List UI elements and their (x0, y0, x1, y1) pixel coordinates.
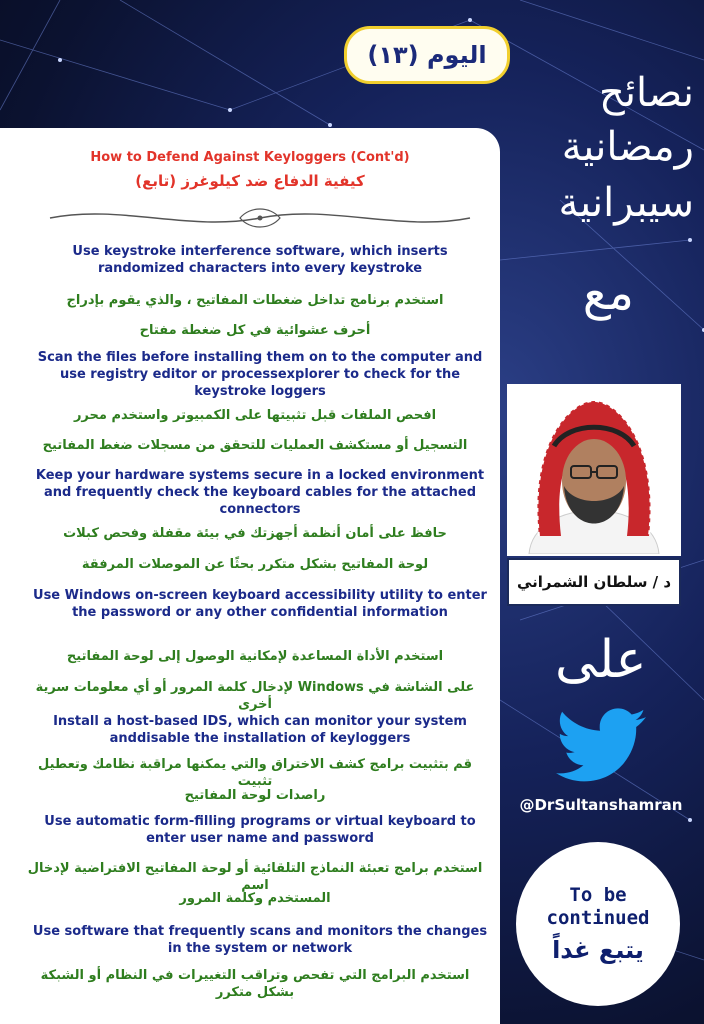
tip-3-arabic-line1: حافظ على أمان أنظمة أجهزتك في بيئة مقفلة وفحص كبلات (63, 526, 447, 541)
page-title-english: How to Defend Against Keyloggers (Cont'd) (90, 150, 410, 165)
author-name-box (507, 558, 681, 606)
sidebar-title-line3: سيبرانية (558, 180, 694, 226)
tip-5-arabic-line1: قم بتثبيت برامج كشف الاختراق والتي يمكنها مراقبة نظامك وتعطيل تثبيت (38, 757, 472, 789)
tip-1-english: Use keystroke interference software, which inserts randomized characters into every keystroke (72, 244, 448, 276)
twitter-bird-icon[interactable] (556, 708, 648, 784)
tip-1-arabic-line2: أحرف عشوائية في كل ضغطة مفتاح (139, 323, 371, 338)
author-name: د / سلطان الشمراني (516, 573, 672, 591)
tip-5-arabic-line2: راصدات لوحة المفاتيح (184, 788, 326, 803)
tip-2-arabic-line1: افحص الملفات قبل تثبيتها على الكمبيوتر واستخدم محرر (73, 408, 437, 423)
tip-4-arabic-line2: على الشاشة في Windows لإدخال كلمة المرور أو أي معلومات سرية أخرى (35, 680, 475, 712)
tip-4-english: Use Windows on-screen keyboard accessibility utility to enter the password or any other confidential information (33, 588, 487, 620)
continued-line1: To be (569, 884, 627, 906)
on-label: على (555, 630, 647, 690)
author-portrait-icon (509, 386, 679, 554)
to-be-continued-badge (516, 842, 680, 1006)
tip-2-english: Scan the files before installing them on to the computer and use registry editor or processexplorer to check for the keystroke loggers (37, 350, 483, 399)
sidebar-title-line2: رمضانية (561, 124, 694, 170)
continued-arabic: يتبع غداً (552, 936, 644, 964)
tip-4-arabic-line1: استخدم الأداة المساعدة لإمكانية الوصول إلى لوحة المفاتيح (66, 649, 444, 664)
tip-7-english: Use software that frequently scans and monitors the changes in the system or network (32, 924, 488, 956)
tip-7-arabic-line1: استخدم البرامج التي تفحص وتراقب التغييرات في النظام أو الشبكة بشكل متكرر (40, 968, 470, 1000)
tip-2-arabic-line2: التسجيل أو مستكشف العمليات للتحقق من مسجلات ضغط المفاتيح (42, 438, 468, 453)
tip-6-english: Use automatic form-filling programs or virtual keyboard to enter user name and password (44, 814, 476, 846)
day-label: اليوم (١٣) (367, 41, 487, 69)
continued-line2: continued (546, 907, 650, 929)
day-badge (344, 26, 510, 84)
sidebar-title-line1: نصائح (599, 70, 694, 116)
tip-6-arabic-line2: المستخدم وكلمة المرور (179, 891, 331, 906)
tip-1-arabic-line1: استخدم برنامج تداخل ضغطات المفاتيح ، والذي يقوم بإدراج (66, 293, 444, 308)
author-photo (507, 384, 681, 556)
tip-3-arabic-line2: لوحة المفاتيح بشكل متكرر بحثًا عن الموصلات المرفقة (81, 557, 429, 572)
twitter-handle-link[interactable]: @DrSultanshamran (519, 796, 683, 814)
ornament-divider-icon (40, 202, 480, 234)
sidebar-with-label: مع (582, 265, 634, 321)
tip-3-english: Keep your hardware systems secure in a locked environment and frequently check the keyboard cables for the attached connectors (35, 468, 485, 517)
tip-5-english: Install a host-based IDS, which can monitor your system anddisable the installation of keyloggers (53, 714, 467, 746)
tip-6-arabic-line1: استخدم برامج تعبئة النماذج التلقائية أو لوحة المفاتيح الافتراضية لإدخال اسم (27, 861, 483, 893)
page-title-arabic: كيفية الدفاع ضد كيلوغرز (تابع) (135, 172, 365, 190)
